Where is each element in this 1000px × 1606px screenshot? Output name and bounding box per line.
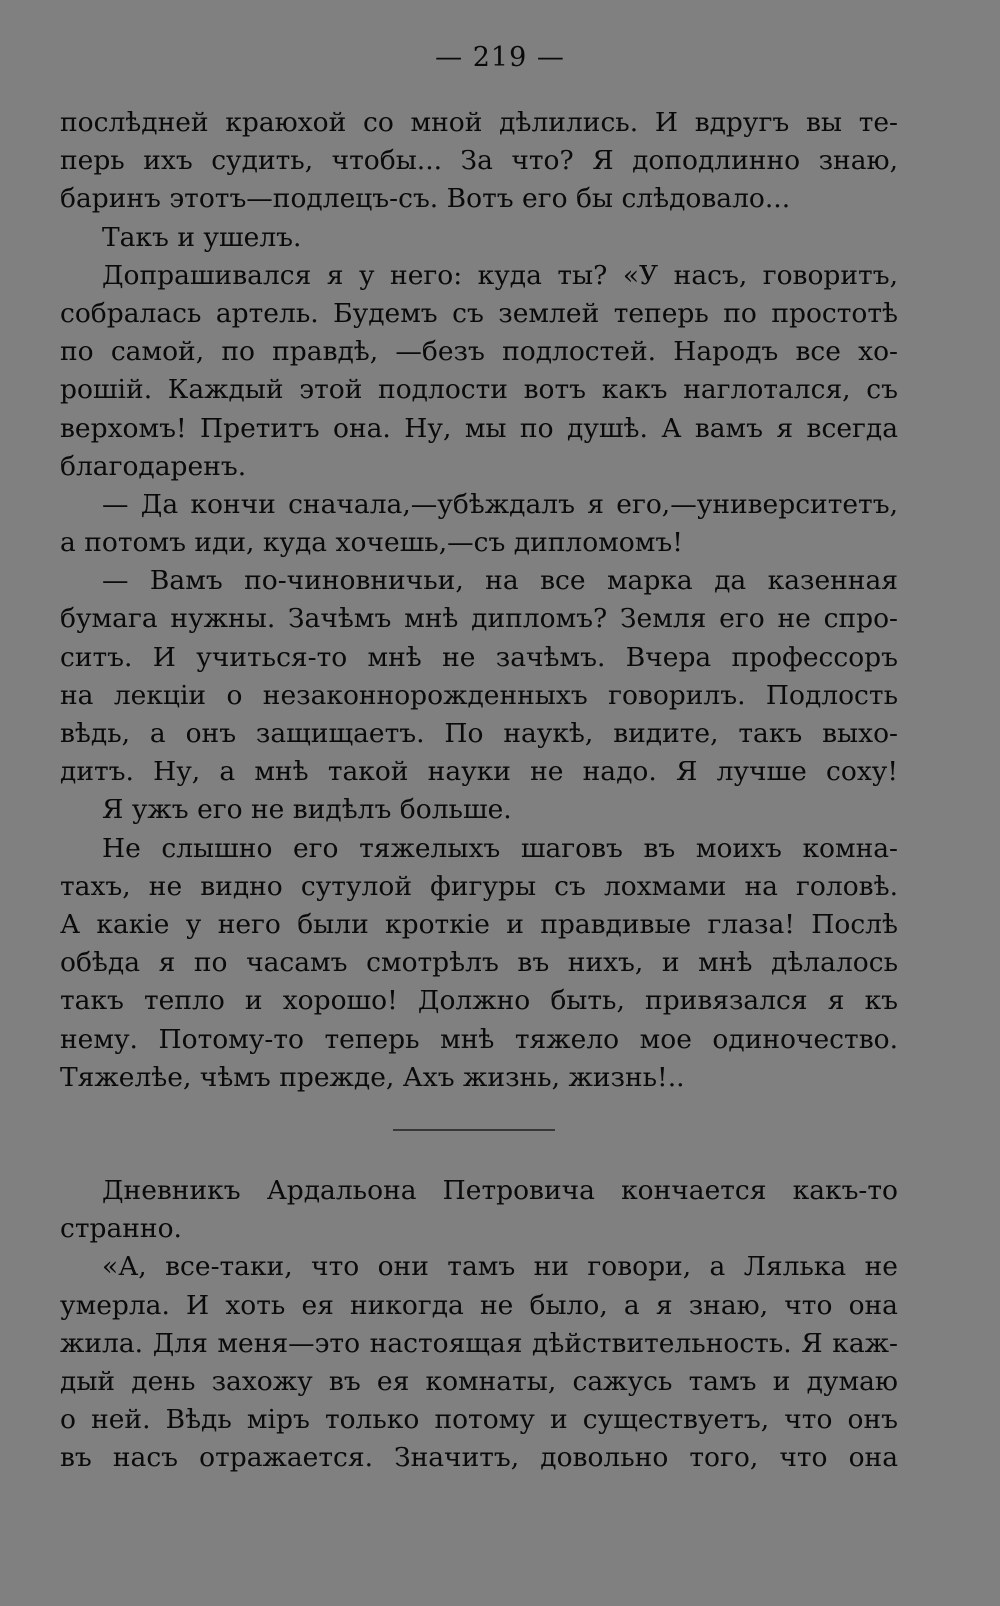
- text-line: верхомъ! Претитъ она. Ну, мы по душѣ. А вамъ я всегда: [60, 412, 898, 444]
- text-line: дитъ. Ну, а мнѣ такой науки не надо. Я лучше соху!: [60, 756, 898, 788]
- text-line: перь ихъ судить, чтобы... За что? Я доподлинно знаю,: [60, 145, 898, 177]
- text-line: въ насъ отражается. Значитъ, довольно того, что она: [60, 1442, 898, 1474]
- text-line: Тяжелѣе, чѣмъ прежде, Ахъ жизнь, жизнь!..: [60, 1061, 685, 1093]
- text-line: благодаренъ.: [60, 450, 247, 482]
- text-line: вѣдь, а онъ защищаетъ. По наукѣ, видите, такъ выхо-: [60, 718, 898, 749]
- text-line: Дневникъ Ардальона Петровича кончается какъ-то: [102, 1175, 898, 1206]
- text-line: нему. Потому-то теперь мнѣ тяжело мое одиночество.: [60, 1023, 898, 1055]
- text-line: умерла. И хоть ея никогда не было, а я знаю, что она: [60, 1289, 898, 1321]
- text-line: а потомъ иди, куда хочешь,—съ дипломомъ!: [60, 527, 683, 559]
- text-line: «А, все-таки, что они тамъ ни говори, а Лялька не: [102, 1251, 898, 1283]
- text-line: бумага нужны. Зачѣмъ мнѣ дипломъ? Земля его не спро-: [60, 603, 898, 635]
- diary-text-block: [60, 1172, 898, 1478]
- text-line: послѣдней краюхой со мной дѣлились. И вдругъ вы те-: [60, 107, 898, 138]
- page-number: — 219 —: [435, 42, 565, 73]
- text-line: Не слышно его тяжелыхъ шаговъ въ моихъ комна-: [102, 832, 898, 864]
- text-line: Допрашивался я у него: куда ты? «У насъ, говоритъ,: [102, 259, 898, 291]
- text-line: по самой, по правдѣ, —безъ подлостей. Народъ все хо-: [60, 336, 898, 368]
- section-divider: [393, 1129, 555, 1131]
- text-line: такъ тепло и хорошо! Должно быть, привязался я къ: [60, 985, 898, 1017]
- text-line: на лекцiи о незаконнорожденныхъ говорилъ. Подлость: [60, 679, 898, 711]
- text-line: ситъ. И учиться-то мнѣ не зачѣмъ. Вчера профессоръ: [60, 641, 898, 673]
- text-line: Я ужъ его не видѣлъ больше.: [102, 794, 512, 826]
- text-line: А какiе у него были кроткiе и правдивые глаза! Послѣ: [60, 908, 898, 940]
- text-line: тахъ, не видно сутулой фигуры съ лохмами на головѣ.: [60, 870, 898, 902]
- text-line: обѣда я по часамъ смотрѣлъ въ нихъ, и мнѣ дѣлалось: [60, 947, 898, 979]
- text-line: о ней. Вѣдь мiръ только потому и существуетъ, что онъ: [60, 1404, 898, 1436]
- text-line: дый день захожу въ ея комнаты, сажусь тамъ и думаю: [60, 1365, 898, 1397]
- text-line: — Да кончи сначала,—убѣждалъ я его,—университетъ,: [102, 488, 898, 520]
- text-line: Такъ и ушелъ.: [102, 221, 302, 253]
- text-line: рошiй. Каждый этой подлости вотъ какъ наглотался, съ: [60, 374, 898, 406]
- main-text-block: [60, 104, 898, 1097]
- text-line: — Вамъ по-чиновничьи, на все марка да казенная: [102, 565, 898, 597]
- text-line: баринъ этотъ—подлецъ-съ. Вотъ его бы слѣдовало...: [60, 183, 791, 215]
- text-line: жила. Для меня—это настоящая дѣйствительность. Я каж-: [60, 1327, 898, 1359]
- text-line: странно.: [60, 1213, 182, 1245]
- text-line: собралась артель. Будемъ съ землей теперь по простотѣ: [60, 297, 898, 329]
